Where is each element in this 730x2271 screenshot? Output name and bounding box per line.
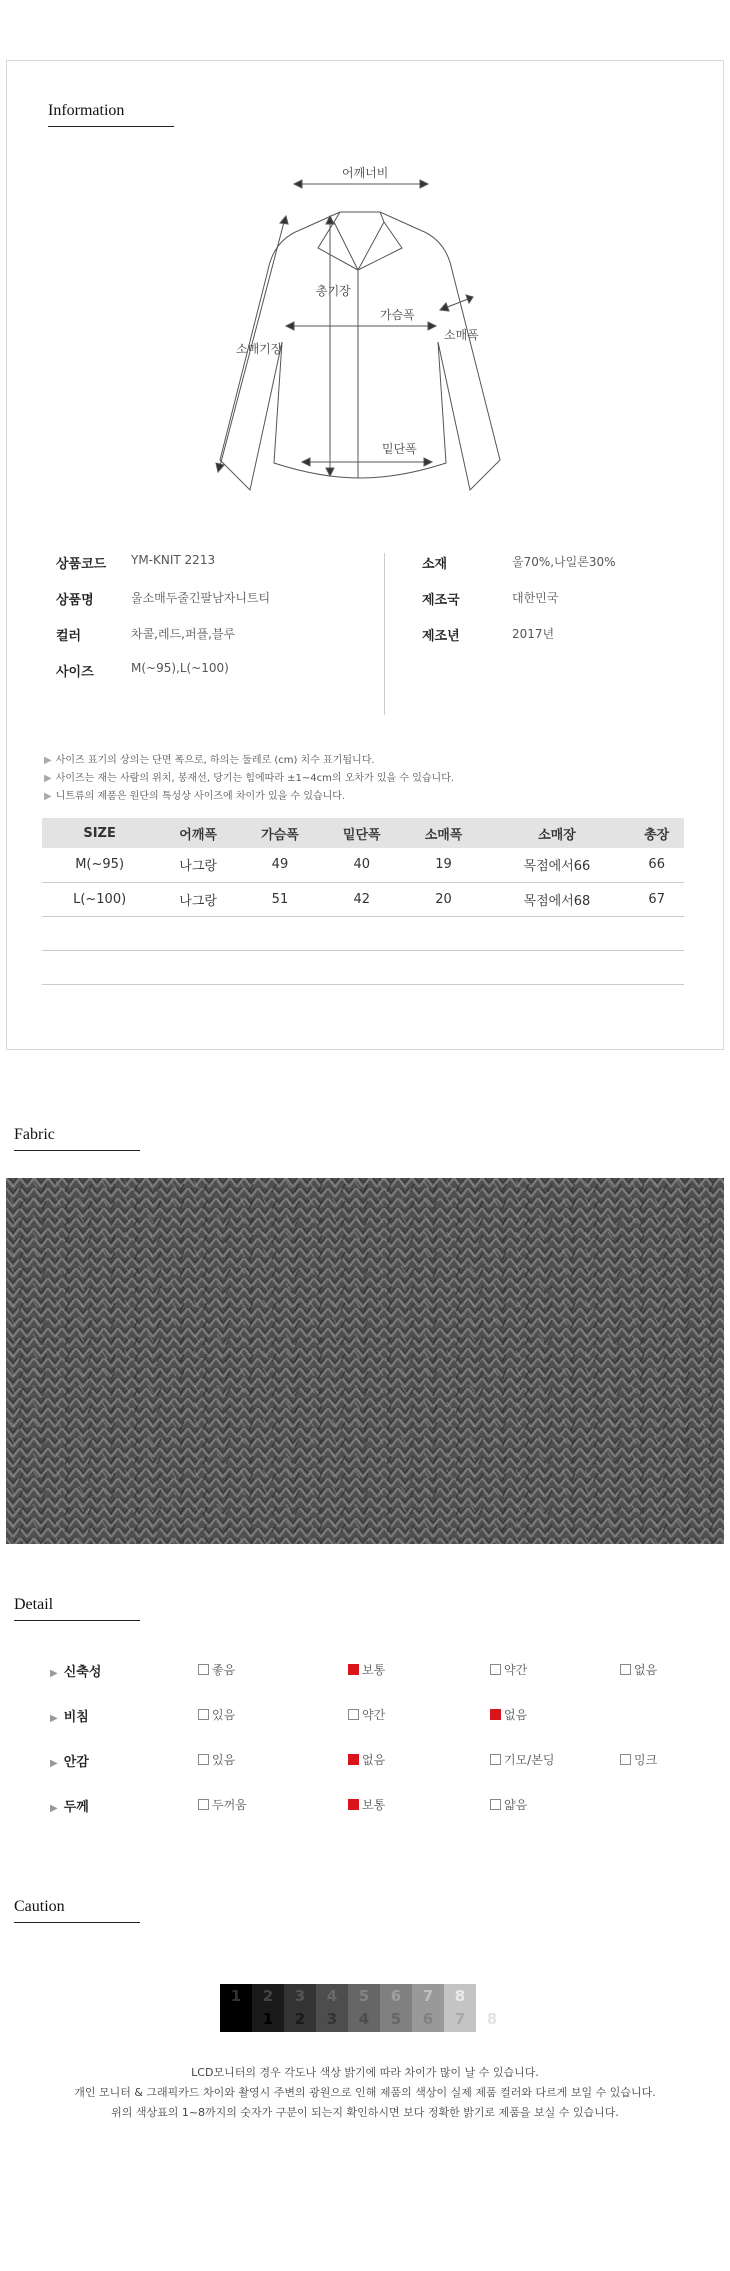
checkbox-icon[interactable]: [198, 1799, 209, 1810]
spec-value: 대한민국: [512, 591, 559, 605]
triangle-icon: ▶: [50, 1713, 58, 1724]
detail-option[interactable]: 없음: [490, 1706, 527, 1723]
brightness-swatch: 1: [220, 1984, 252, 2032]
checkbox-icon[interactable]: [198, 1709, 209, 1720]
brightness-swatch: 5 4: [348, 1984, 380, 2032]
triangle-icon: ▶: [50, 1758, 58, 1769]
spec-key: 사이즈: [56, 665, 94, 680]
note-item: ▶ 사이즈 표기의 상의는 단면 폭으로, 하의는 둘레로 (cm) 치수 표기됩니다.: [44, 755, 375, 766]
detail-option[interactable]: 두꺼움: [198, 1796, 247, 1813]
checkbox-checked-icon[interactable]: [348, 1799, 359, 1810]
size-notes: [44, 752, 454, 806]
diagram-label-hem: 밑단폭: [382, 442, 417, 456]
table-cell: 40: [321, 848, 403, 882]
information-title-underline: [48, 126, 174, 127]
detail-option[interactable]: 좋음: [198, 1661, 235, 1678]
table-cell: 나그랑: [157, 848, 239, 882]
checkbox-icon[interactable]: [348, 1709, 359, 1720]
table-row: [42, 848, 684, 882]
table-cell: 42: [321, 882, 403, 916]
table-cell: L(~100): [42, 882, 157, 916]
table-cell: M(~95): [42, 848, 157, 882]
spec-value: 울70%,나일론30%: [512, 555, 616, 569]
brightness-swatch: 8: [476, 1984, 508, 2032]
size-table-header: [42, 818, 684, 848]
information-title: Information: [48, 102, 125, 119]
col-header: 가슴폭: [239, 818, 321, 848]
col-header: 밑단폭: [321, 818, 403, 848]
table-cell: 19: [403, 848, 485, 882]
brightness-color-chart: [220, 1984, 508, 2032]
checkbox-icon[interactable]: [198, 1754, 209, 1765]
knit-texture-icon: [6, 1178, 724, 1544]
measurement-diagram: [200, 160, 530, 500]
caution-line: 위의 색상표의 1~8까지의 숫자가 구분이 되는지 확인하시면 보다 정확한 밝기로 제품을 보실 수 있습니다.: [111, 2106, 619, 2119]
spec-key: 소재: [422, 557, 448, 572]
table-cell: 51: [239, 882, 321, 916]
fabric-title-underline: [14, 1150, 140, 1151]
detail-option[interactable]: 없음: [348, 1751, 385, 1768]
spec-value: 울소매두줄긴팔남자니트티: [131, 591, 271, 605]
shirt-outline-icon: [200, 160, 530, 500]
detail-key: ▶ 두께: [50, 1800, 89, 1815]
note-item: ▶ 니트류의 제품은 원단의 특성상 사이즈에 차이가 있을 수 있습니다.: [44, 791, 346, 802]
checkbox-icon[interactable]: [198, 1664, 209, 1675]
caution-title: Caution: [14, 1898, 65, 1915]
checkbox-icon[interactable]: [490, 1664, 501, 1675]
caution-line: 개인 모니터 & 그래픽카드 차이와 촬영시 주변의 광원으로 인해 제품의 색상이 실제 제품 컬러와 다르게 보일 수 있습니다.: [74, 2086, 656, 2099]
brightness-swatch: 4 3: [316, 1984, 348, 2032]
detail-title: Detail: [14, 1596, 54, 1613]
note-item: ▶ 사이즈는 재는 사람의 위치, 봉재선, 당기는 힘에따라 ±1~4cm의 오차가 있을 수 있습니다.: [44, 773, 455, 784]
table-row: [42, 882, 684, 916]
spec-key: 상품명: [56, 593, 94, 608]
spec-value: 차콜,레드,퍼플,블루: [131, 627, 236, 641]
checkbox-checked-icon[interactable]: [348, 1754, 359, 1765]
table-row-empty: [42, 950, 684, 984]
detail-option[interactable]: 보통: [348, 1796, 385, 1813]
detail-option[interactable]: 기모/본딩: [490, 1751, 554, 1768]
col-header: SIZE: [42, 818, 157, 848]
detail-option[interactable]: 얇음: [490, 1796, 527, 1813]
checkbox-icon[interactable]: [490, 1754, 501, 1765]
diagram-label-total-length: 총기장: [316, 284, 351, 298]
brightness-swatch: 3 2: [284, 1984, 316, 2032]
triangle-icon: ▶: [50, 1803, 58, 1814]
spec-key: 상품코드: [56, 557, 107, 572]
detail-title-underline: [14, 1620, 140, 1621]
fabric-texture-image: [6, 1178, 724, 1544]
size-table: [42, 818, 684, 985]
triangle-icon: ▶: [44, 755, 52, 766]
col-header: 소매폭: [403, 818, 485, 848]
triangle-icon: ▶: [50, 1668, 58, 1679]
triangle-icon: ▶: [44, 773, 52, 784]
detail-key: ▶ 안감: [50, 1755, 89, 1770]
caution-text: [0, 2063, 730, 2123]
detail-key: ▶ 비침: [50, 1710, 89, 1725]
checkbox-checked-icon[interactable]: [490, 1709, 501, 1720]
brightness-swatch: 6 5: [380, 1984, 412, 2032]
col-header: 소매장: [484, 818, 629, 848]
caution-title-underline: [14, 1922, 140, 1923]
brightness-swatch: 8 7: [444, 1984, 476, 2032]
table-cell: 목점에서66: [484, 848, 629, 882]
col-header: 총장: [629, 818, 684, 848]
checkbox-icon[interactable]: [490, 1799, 501, 1810]
brightness-swatch: 7 6: [412, 1984, 444, 2032]
detail-option[interactable]: 없음: [620, 1661, 657, 1678]
detail-option[interactable]: 밍크: [620, 1751, 657, 1768]
table-cell: 목점에서68: [484, 882, 629, 916]
col-header: 어깨폭: [157, 818, 239, 848]
fabric-title: Fabric: [14, 1126, 55, 1143]
spec-divider: [384, 553, 385, 715]
spec-value: YM-KNIT 2213: [131, 553, 216, 567]
table-cell: 67: [629, 882, 684, 916]
checkbox-icon[interactable]: [620, 1754, 631, 1765]
table-row-empty: [42, 916, 684, 950]
detail-key: ▶ 신축성: [50, 1665, 102, 1680]
diagram-label-chest: 가슴폭: [380, 308, 415, 322]
spec-key: 제조국: [422, 593, 460, 608]
spec-value: M(~95),L(~100): [131, 661, 229, 675]
spec-value: 2017년: [512, 627, 555, 641]
caution-line: LCD모니터의 경우 각도나 색상 밝기에 따라 차이가 많이 날 수 있습니다.: [191, 2066, 539, 2079]
spec-key: 컬러: [56, 629, 82, 644]
table-cell: 49: [239, 848, 321, 882]
table-cell: 20: [403, 882, 485, 916]
spec-key: 제조년: [422, 629, 460, 644]
detail-option[interactable]: 있음: [198, 1751, 235, 1768]
table-cell: 66: [629, 848, 684, 882]
triangle-icon: ▶: [44, 791, 52, 802]
checkbox-icon[interactable]: [620, 1664, 631, 1675]
detail-option[interactable]: 있음: [198, 1706, 235, 1723]
detail-option[interactable]: 약간: [490, 1661, 527, 1678]
brightness-swatch: 2 1: [252, 1984, 284, 2032]
detail-option[interactable]: 보통: [348, 1661, 385, 1678]
diagram-label-sleeve-length: 소매기장: [236, 342, 283, 356]
diagram-label-sleeve-width: 소매폭: [444, 328, 479, 342]
checkbox-checked-icon[interactable]: [348, 1664, 359, 1675]
table-cell: 나그랑: [157, 882, 239, 916]
detail-option[interactable]: 약간: [348, 1706, 385, 1723]
diagram-label-shoulder: 어깨너비: [342, 166, 389, 180]
